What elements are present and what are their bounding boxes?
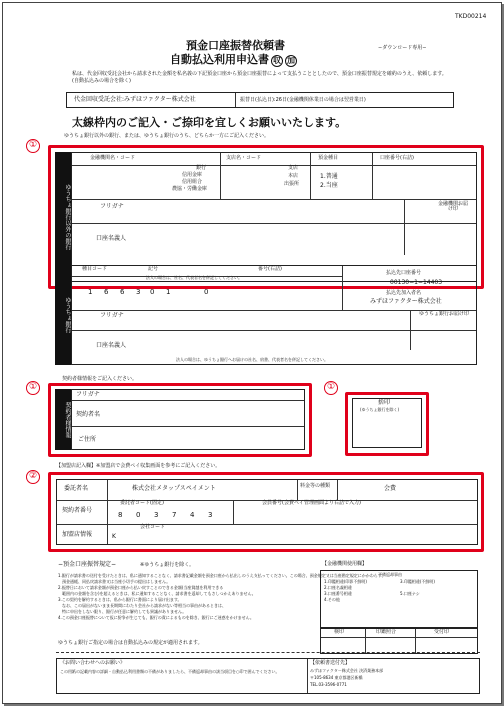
transfer-date: 振替日(払込日):26日(金融機関休業日の場合は翌営業日) [240,97,366,103]
agency-heading: 【加盟店記入欄】※加盟店で会費ペイ収集画面を参考にご記入ください。 [56,463,221,469]
check-1: 1.印鑑相違(印影不鮮明) [324,579,367,584]
inquiry-tel: TEL.03-3596-0771 [310,682,347,687]
yucho-digit-6: 1 [166,288,171,296]
k-mark: K [112,533,116,540]
download-note: −ダウンロード専用− [378,45,427,51]
other-holder-label: 口座名義人 [96,235,127,242]
col-kenin: 検印 [334,629,345,635]
main-instruction: 太線枠内のご記入・ご捺印を宜しくお願いいたします。 [72,116,347,129]
contractor-table [71,389,305,450]
yucho-stamp-label: ゆうちょ銀行お届け印 [418,311,469,317]
yucho-digit-3: 6 [120,288,125,296]
yucho-furigana-label: フリガナ [100,312,124,319]
contractor-furigana: フリガナ [76,391,100,398]
branch-type-shucho: 出張所 [284,181,300,187]
rule-2: 2.振替日において請求金額が預金口座から払い戻すことのできる金額(当座貸越を利用できる [58,585,224,590]
other-bank-note: 法人の場合は、社名、代表者名を併記してください。 [146,275,242,280]
bank-code-label: 金融機関名・コード [90,155,136,161]
branch-type-honten: 本店 [288,173,299,179]
form-title-line1: 預金口座振替依頼書 [186,39,285,52]
form-title-line2: 自動払込利用申込書 収 加 [170,53,295,66]
account-number-label: 口座番号(右詰) [380,155,414,161]
payee-account: 00130−1−14403 [390,279,443,286]
rule-1: 1.銀行が請求書の送付を受けたときは、私に通知することなく、請求書記載金額を預金口座から払出しのうえ支払ってください。この場合、預金規定又は当座勘定規定にかかわらず、 [58,573,386,578]
consigner-code-label: 委託者コード(固定) [120,500,164,506]
member-no-label: 契約者番号 [62,507,93,514]
mark-add: 加 [287,56,295,65]
contractor-side-label: 契約者様情報 [55,389,71,450]
contractor-heading: 契約者様情報をご記入ください。 [62,376,138,382]
marker-agency: ② [26,470,40,484]
payee-name-label: 払込先加入者名 [386,290,422,296]
deposit-toza: 2.当座 [320,182,338,189]
yucho-digit-2: 6 [104,288,109,296]
other-bank-side-label: ゆうちょ銀行以外の銀行 [55,152,71,282]
rules-heading: −預金口座振替規定− [58,561,117,568]
bank-type-kumiai: 信用組合 [182,179,203,185]
seal-sub: (ゆうちょ銀行を除く) [360,407,400,412]
check-4: 4.その他 [324,597,340,602]
other-stamp-label: 金融機関お届け印 [437,201,468,212]
col-inkan: 印鑑照合 [376,629,397,635]
other-bank-table [71,152,477,282]
check-sub-1: 3.印鑑相違(不鮮明) [400,579,435,584]
yucho-side-label: ゆうちょ銀行 [55,265,71,365]
rule-4: 4.この預金口座振替について仮に紛争が生じても、銀行の責によるものを除き、銀行にご迷惑をかけません。 [58,615,254,620]
marker-seal: ① [324,381,338,395]
consigner-digit-5: 4 [190,511,195,519]
consigner-digit-4: 7 [172,511,177,519]
rule-2b: 範囲内の金額を含む)を超えるときは、私に通知することなく、請求書を返却してもさしつかえありません。 [58,591,256,596]
check-title: 不備返却事由 [378,572,402,577]
rule-3b: なお、この届出がないまま長期間にわたり会社から請求がない等相当の事由があるときは、 [58,603,226,608]
branch-type-shiten: 支店 [288,165,299,171]
form-code: TKD00214 [455,13,487,20]
consigner-digit-2: 0 [136,511,141,519]
contractor-name: 契約者名 [76,411,101,418]
branch-code-label: 支店名・コード [226,155,262,161]
yucho-digit-4: 3 [136,288,141,296]
yucho-bangou-label: 番号(右詰) [258,266,282,272]
deposit-futsu: 1.普通 [320,173,338,180]
yucho-kigou2-label: 記号 [148,266,159,272]
inquiry-address: 〒105-8634 東京都港区新橋 [310,675,363,680]
inquiry-company: みずほファクター株式会社 決済業務本部 [310,668,384,673]
rule-3c: 特に申出をしない限り、銀行が任意に解約しても異議がありません。 [58,609,187,614]
contractor-address: ご住所 [78,436,97,443]
consigner-digit-3: 3 [154,511,159,519]
yucho-kigou-label: 種目コード [82,266,108,272]
rule-1b: 預金通帳、同払戻請求書又は当座小切手の提出はしません。 [58,579,171,584]
company-name: 株式会社メタップスペイメント [132,485,216,492]
col-uketsuke: 受付印 [434,629,450,635]
store-info-label: 加盟店情報 [62,531,93,538]
bank-use-title: 【金融機関使用欄】 [322,561,368,567]
agency-label: 代金回収受託会社:みずほファクター株式会社 [74,96,196,103]
inquiry-left-text: この用紙の記載内容の詳細・自動払込利用書類の不備がありましたら、不備返却事由の該当項目を○印で囲んでください。 [60,669,280,674]
check-2: 2.口座名義相違 [324,585,352,590]
consigner-digit-1: 8 [118,511,123,519]
member-code-label: 会員番号(会費ペイ管理画面より右詰で入力) [262,500,361,506]
rule-3: 3.この契約を解約するときは、私から銀行に書面により届け出ます。 [58,597,182,602]
marker-contractor: ① [26,381,40,395]
yucho-holder-label: 口座名義人 [96,342,127,349]
company-label: 委託者名 [64,485,89,492]
payee-account-label: 払込先口座番号 [386,270,422,276]
yucho-note: 法人の場合は、ゆうちょ銀行へお届けの社名、肩書、代表者名を併記してください。 [176,357,328,362]
deposit-type-label: 預金種目 [318,155,339,161]
consigner-digit-6: 3 [208,511,213,519]
marker-other-bank: ① [26,139,40,153]
fee-type-label: 料金等の種類 [299,483,330,489]
seal-title: 捨印 [378,399,391,406]
yucho-digit-1: 1 [88,288,93,296]
rules-excl: ※ゆうちょ銀行を除く。 [140,562,195,568]
mark-collect: 収 [273,56,281,65]
check-sub-2: 5.口座ナシ [400,591,420,596]
sub-instruction: ゆうちょ銀行以外の銀行、または、ゆうちょ銀行のうち、どちらか一方にご記入ください。 [64,133,270,139]
rules-note: ゆうちょ銀行ご指定の場合は自動払込みの規定が適用されます。 [58,640,203,646]
bank-type-nokyo: 農協・労働金庫 [172,186,208,192]
other-furigana-label: フリガナ [100,203,124,210]
inquiry-right-title: 【依頼書送付先】 [310,660,351,666]
company-code-label: 会社コード [140,524,166,530]
check-3: 3.口座番号相違 [324,591,352,596]
intro-text: 私は、代金回収受託会社から請求された金額を私名義の下記預金口座から預金口座振替によって支払うこととしたので、預金口座振替規定を確約のうえ、依頼します。(自動払込みの場合を除く) [72,71,447,84]
payee-name: みずほファクター株式会社 [370,298,442,305]
bank-type-shinkin: 信用金庫 [182,172,203,178]
yucho-digit-8: 0 [204,288,209,296]
fee-value: 会費 [384,485,397,492]
yucho-digit-5: 0 [150,288,155,296]
bank-type-bank: 銀行 [196,165,207,171]
inquiry-left-title: 《お問い合わせへのお願い》 [60,660,126,666]
